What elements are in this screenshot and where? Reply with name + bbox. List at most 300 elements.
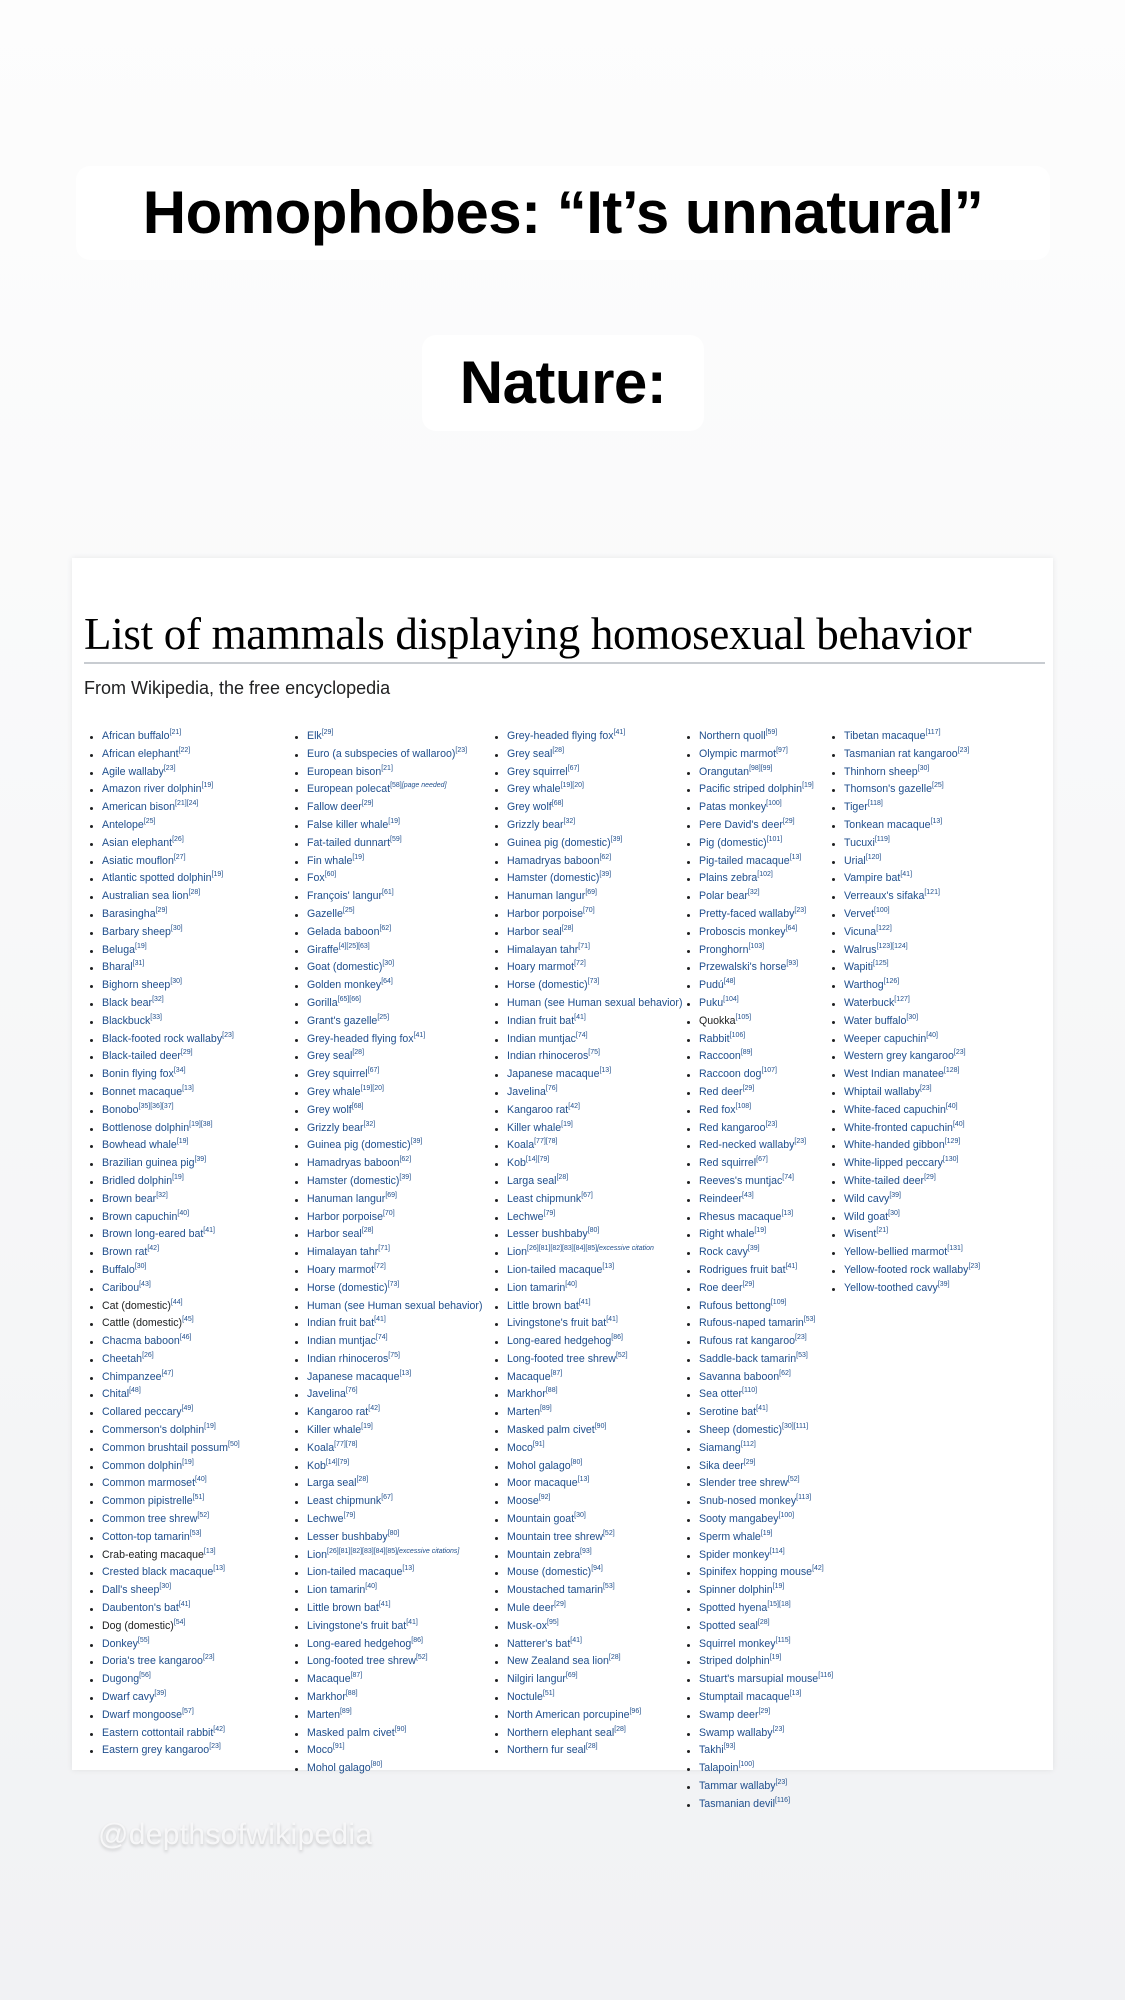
- list-item[interactable]: [293, 1440, 482, 1458]
- citation-refs[interactable]: [64]: [785, 924, 798, 932]
- mammal-link[interactable]: Indian rhinoceros: [307, 1352, 389, 1365]
- citation-refs[interactable]: [79]: [543, 1209, 556, 1217]
- mammal-link[interactable]: Sika deer: [699, 1459, 744, 1472]
- mammal-link[interactable]: Saddle-back tamarin: [699, 1352, 797, 1365]
- mammal-link[interactable]: Common brushtail possum: [102, 1441, 228, 1454]
- list-item[interactable]: [830, 942, 980, 960]
- mammal-link[interactable]: Noctule: [507, 1691, 543, 1704]
- list-item[interactable]: [493, 924, 682, 942]
- list-item[interactable]: [685, 1707, 833, 1725]
- citation-refs[interactable]: [100]: [766, 800, 782, 808]
- list-item[interactable]: [293, 1671, 482, 1689]
- list-item[interactable]: [830, 728, 980, 746]
- mammal-link[interactable]: Rock cavy: [699, 1246, 748, 1259]
- citation-refs[interactable]: [23]: [968, 1262, 981, 1270]
- citation-refs[interactable]: [61]: [382, 889, 394, 897]
- citation-refs[interactable]: [44]: [170, 1298, 183, 1306]
- mammal-link[interactable]: Beluga: [102, 943, 135, 956]
- list-item[interactable]: [293, 728, 482, 746]
- list-item[interactable]: [493, 1707, 682, 1725]
- citation-note[interactable]: [excessive citation: [597, 1245, 654, 1253]
- list-item[interactable]: [493, 977, 682, 995]
- mammal-link[interactable]: Common tree shrew: [102, 1513, 198, 1526]
- list-item[interactable]: [830, 959, 980, 977]
- citation-refs[interactable]: [30]: [888, 1209, 900, 1217]
- mammal-link[interactable]: Grey squirrel: [507, 765, 568, 778]
- citation-refs[interactable]: [95]: [547, 1618, 559, 1626]
- list-item[interactable]: [830, 1031, 980, 1049]
- citation-refs[interactable]: [30]: [170, 978, 183, 986]
- mammal-link[interactable]: Olympic marmot: [699, 747, 777, 760]
- citation-refs[interactable]: [19]: [201, 782, 214, 790]
- mammal-link[interactable]: Stumptail macaque: [699, 1691, 790, 1704]
- citation-refs[interactable]: [75]: [388, 1351, 400, 1359]
- mammal-link[interactable]: Thinhorn sheep: [844, 765, 918, 778]
- list-item[interactable]: [88, 1013, 240, 1031]
- mammal-link[interactable]: Mohol galago: [307, 1762, 371, 1775]
- mammal-link[interactable]: Daubenton's bat: [102, 1602, 179, 1615]
- mammal-link[interactable]: Musk-ox: [507, 1619, 548, 1632]
- mammal-link[interactable]: Japanese macaque: [307, 1370, 400, 1383]
- citation-refs[interactable]: [41]: [574, 1013, 586, 1021]
- list-item[interactable]: [293, 1262, 482, 1280]
- citation-refs[interactable]: [103]: [748, 942, 765, 950]
- mammal-link[interactable]: Harbor seal: [507, 925, 562, 938]
- citation-refs[interactable]: [67]: [381, 1494, 393, 1502]
- mammal-link[interactable]: Fat-tailed dunnart: [307, 836, 391, 849]
- citation-refs[interactable]: [112]: [740, 1440, 756, 1448]
- list-item[interactable]: [685, 1226, 833, 1244]
- mammal-link[interactable]: Agile wallaby: [102, 765, 164, 778]
- citation-refs[interactable]: [55]: [137, 1636, 150, 1644]
- mammal-link[interactable]: Grey-headed flying fox: [307, 1032, 414, 1045]
- list-item[interactable]: [293, 1084, 482, 1102]
- mammal-link[interactable]: Horse (domestic): [507, 979, 588, 992]
- list-item[interactable]: [493, 1226, 682, 1244]
- list-item[interactable]: [293, 870, 482, 888]
- list-item[interactable]: [685, 1404, 833, 1422]
- citation-refs[interactable]: [118]: [867, 800, 883, 808]
- citation-refs[interactable]: [88]: [345, 1690, 358, 1698]
- citation-refs[interactable]: [123][124]: [876, 942, 908, 950]
- citation-refs[interactable]: [23]: [202, 1654, 215, 1662]
- list-item[interactable]: [293, 1280, 482, 1298]
- list-item[interactable]: [685, 1155, 833, 1173]
- citation-refs[interactable]: [57]: [182, 1707, 194, 1715]
- citation-refs[interactable]: [58]: [390, 782, 402, 790]
- list-item[interactable]: [88, 1511, 240, 1529]
- mammal-link[interactable]: Marten: [307, 1708, 340, 1721]
- citation-refs[interactable]: [115]: [775, 1636, 791, 1644]
- mammal-link[interactable]: Long-footed tree shrew: [507, 1352, 616, 1365]
- list-item[interactable]: [493, 1315, 682, 1333]
- citation-refs[interactable]: [67]: [756, 1156, 768, 1164]
- list-item[interactable]: [493, 1209, 682, 1227]
- list-item[interactable]: [293, 1351, 482, 1369]
- list-item[interactable]: [293, 1369, 482, 1387]
- mammal-link[interactable]: African elephant: [102, 747, 179, 760]
- list-item[interactable]: [830, 924, 980, 942]
- citation-refs[interactable]: [19]: [561, 1120, 573, 1128]
- list-item[interactable]: [685, 1618, 833, 1636]
- list-item[interactable]: [293, 1511, 482, 1529]
- citation-refs[interactable]: [128]: [943, 1067, 960, 1075]
- list-item[interactable]: [88, 1084, 240, 1102]
- citation-refs[interactable]: [23]: [794, 1138, 807, 1146]
- citation-refs[interactable]: [50]: [228, 1440, 240, 1448]
- list-item[interactable]: [88, 1422, 240, 1440]
- list-item[interactable]: [293, 1386, 482, 1404]
- list-item[interactable]: [685, 1671, 833, 1689]
- citation-refs[interactable]: [26]: [172, 835, 184, 843]
- mammal-link[interactable]: Fallow deer: [307, 801, 362, 814]
- mammal-link[interactable]: Golden monkey: [307, 979, 382, 992]
- citation-refs[interactable]: [27]: [173, 853, 186, 861]
- list-item[interactable]: [830, 1173, 980, 1191]
- citation-refs[interactable]: [80]: [570, 1458, 583, 1466]
- mammal-link[interactable]: Northern quoll: [699, 730, 766, 742]
- citation-refs[interactable]: [30]: [134, 1262, 147, 1270]
- list-item[interactable]: [88, 1173, 240, 1191]
- citation-refs[interactable]: [116]: [774, 1796, 791, 1804]
- list-item[interactable]: [293, 1564, 482, 1582]
- list-item[interactable]: [830, 835, 980, 853]
- list-item[interactable]: [88, 746, 240, 764]
- citation-refs[interactable]: [30]: [159, 1583, 172, 1591]
- citation-refs[interactable]: [39]: [610, 835, 623, 843]
- mammal-link[interactable]: Reindeer: [699, 1192, 742, 1205]
- mammal-link[interactable]: False killer whale: [307, 818, 389, 831]
- mammal-link[interactable]: Barasingha: [102, 907, 156, 920]
- citation-refs[interactable]: [43]: [139, 1280, 151, 1288]
- mammal-link[interactable]: Asian elephant: [102, 836, 173, 849]
- mammal-link[interactable]: Javelina: [307, 1388, 346, 1401]
- list-item[interactable]: [88, 1564, 240, 1582]
- list-item[interactable]: [685, 1333, 833, 1351]
- list-item[interactable]: [293, 1404, 482, 1422]
- list-item[interactable]: [493, 1458, 682, 1476]
- list-item[interactable]: [493, 1547, 682, 1565]
- mammal-link[interactable]: Mouse (domestic): [507, 1566, 592, 1579]
- list-item[interactable]: [88, 1120, 240, 1138]
- citation-refs[interactable]: [100]: [738, 1761, 755, 1769]
- mammal-link[interactable]: Waterbuck: [844, 996, 895, 1009]
- citation-refs[interactable]: [13]: [789, 853, 802, 861]
- citation-refs[interactable]: [42]: [568, 1102, 580, 1110]
- mammal-link[interactable]: Nilgiri langur: [507, 1673, 566, 1686]
- mammal-link[interactable]: Brown bear: [102, 1192, 157, 1205]
- mammal-link[interactable]: Collared peccary: [102, 1406, 182, 1419]
- mammal-link[interactable]: White-lipped peccary: [844, 1157, 943, 1170]
- mammal-link[interactable]: Kangaroo rat: [507, 1103, 569, 1116]
- citation-refs[interactable]: [29]: [782, 817, 795, 825]
- list-item[interactable]: [830, 1066, 980, 1084]
- mammal-link[interactable]: Raccoon dog: [699, 1068, 762, 1081]
- list-item[interactable]: [493, 1333, 682, 1351]
- list-item[interactable]: [685, 1137, 833, 1155]
- list-item[interactable]: [293, 924, 482, 942]
- citation-refs[interactable]: [104]: [723, 995, 739, 1003]
- mammal-link[interactable]: Grey squirrel: [307, 1068, 368, 1081]
- citation-refs[interactable]: [116]: [818, 1672, 834, 1680]
- list-item[interactable]: [685, 1547, 833, 1565]
- citation-refs[interactable]: [13]: [930, 817, 943, 825]
- list-item[interactable]: [685, 1244, 833, 1262]
- list-item[interactable]: [685, 1386, 833, 1404]
- mammal-link[interactable]: European polecat: [307, 783, 391, 796]
- list-item[interactable]: [685, 1280, 833, 1298]
- list-item[interactable]: [88, 1725, 240, 1743]
- list-item[interactable]: [493, 1493, 682, 1511]
- citation-refs[interactable]: [28]: [585, 1743, 598, 1751]
- mammal-link[interactable]: Koala: [507, 1139, 535, 1152]
- mammal-link[interactable]: Livingstone's fruit bat: [507, 1317, 607, 1330]
- list-item[interactable]: [685, 1778, 833, 1796]
- mammal-link[interactable]: Gazelle: [307, 907, 343, 920]
- citation-refs[interactable]: [19]: [361, 1423, 373, 1431]
- citation-refs[interactable]: [34]: [173, 1067, 186, 1075]
- citation-refs[interactable]: [89]: [740, 1049, 753, 1057]
- list-item[interactable]: [685, 1475, 833, 1493]
- mammal-link[interactable]: Hamadryas baboon: [307, 1157, 400, 1170]
- mammal-link[interactable]: Lechwe: [507, 1210, 544, 1223]
- mammal-link[interactable]: Sooty mangabey: [699, 1513, 779, 1526]
- mammal-link[interactable]: Brown long-eared bat: [102, 1228, 204, 1241]
- mammal-link[interactable]: Raccoon: [699, 1050, 741, 1063]
- list-item[interactable]: [293, 1653, 482, 1671]
- citation-refs[interactable]: [71]: [378, 1245, 390, 1253]
- citation-refs[interactable]: [19]: [204, 1423, 216, 1431]
- mammal-link[interactable]: Grey whale: [307, 1085, 361, 1098]
- citation-refs[interactable]: [71]: [578, 942, 590, 950]
- list-item[interactable]: [293, 799, 482, 817]
- citation-refs[interactable]: [120]: [865, 853, 882, 861]
- mammal-link[interactable]: Grey whale: [507, 783, 561, 796]
- list-item[interactable]: [293, 817, 482, 835]
- mammal-link[interactable]: Orangutan: [699, 765, 750, 778]
- citation-refs[interactable]: [29]: [180, 1049, 193, 1057]
- mammal-link[interactable]: Vicuna: [844, 925, 877, 938]
- mammal-link[interactable]: Roe deer: [699, 1281, 743, 1294]
- mammal-link[interactable]: Lion-tailed macaque: [307, 1566, 403, 1579]
- list-item[interactable]: [830, 995, 980, 1013]
- mammal-link[interactable]: Slender tree shrew: [699, 1477, 788, 1490]
- citation-refs[interactable]: [23]: [795, 1334, 807, 1342]
- citation-refs[interactable]: [33]: [150, 1013, 162, 1021]
- list-item[interactable]: [493, 888, 682, 906]
- list-item[interactable]: [88, 835, 240, 853]
- citation-refs[interactable]: [32]: [156, 1191, 168, 1199]
- list-item[interactable]: [293, 853, 482, 871]
- list-item[interactable]: [88, 1351, 240, 1369]
- citation-refs[interactable]: [32]: [747, 889, 760, 897]
- list-item[interactable]: [685, 888, 833, 906]
- citation-refs[interactable]: [126]: [883, 978, 900, 986]
- list-item[interactable]: [293, 1298, 482, 1316]
- citation-refs[interactable]: [73]: [587, 978, 600, 986]
- citation-refs[interactable]: [25]: [932, 782, 944, 790]
- citation-refs[interactable]: [64]: [381, 978, 393, 986]
- citation-refs[interactable]: [19]: [772, 1583, 785, 1591]
- mammal-link[interactable]: Cheetah: [102, 1352, 143, 1365]
- citation-refs[interactable]: [30]: [906, 1013, 919, 1021]
- mammal-link[interactable]: Amazon river dolphin: [102, 783, 202, 796]
- citation-refs[interactable]: [42]: [368, 1405, 380, 1413]
- mammal-link[interactable]: Mountain tree shrew: [507, 1530, 603, 1543]
- mammal-link[interactable]: Least chipmunk: [307, 1495, 382, 1508]
- list-item[interactable]: [88, 1529, 240, 1547]
- citation-refs[interactable]: [62]: [599, 853, 612, 861]
- mammal-link[interactable]: Eastern cottontail rabbit: [102, 1726, 214, 1739]
- citation-refs[interactable]: [28]: [556, 1173, 569, 1181]
- mammal-link[interactable]: Rufous-naped tamarin: [699, 1317, 804, 1330]
- list-item[interactable]: [493, 1298, 682, 1316]
- list-item[interactable]: [293, 1547, 482, 1565]
- citation-refs[interactable]: [19]: [352, 853, 365, 861]
- mammal-link[interactable]: Tucuxi: [844, 836, 875, 849]
- citation-refs[interactable]: [13]: [602, 1262, 615, 1270]
- list-item[interactable]: [685, 959, 833, 977]
- citation-refs[interactable]: [92]: [538, 1494, 551, 1502]
- mammal-link[interactable]: Lesser bushbaby: [507, 1228, 588, 1241]
- list-item[interactable]: [88, 1582, 240, 1600]
- mammal-link[interactable]: Proboscis monkey: [699, 925, 786, 938]
- mammal-link[interactable]: Striped dolphin: [699, 1655, 770, 1668]
- citation-refs[interactable]: [107]: [761, 1067, 778, 1075]
- list-item[interactable]: [493, 1404, 682, 1422]
- citation-refs[interactable]: [13]: [402, 1565, 415, 1573]
- citation-refs[interactable]: [19][20]: [560, 782, 584, 790]
- list-item[interactable]: [88, 1262, 240, 1280]
- mammal-link[interactable]: Euro (a subspecies of wallaroo): [307, 747, 456, 760]
- mammal-link[interactable]: Plains zebra: [699, 872, 758, 885]
- mammal-link[interactable]: Harbor porpoise: [507, 907, 583, 920]
- list-item[interactable]: [88, 799, 240, 817]
- citation-refs[interactable]: [28]: [356, 1476, 369, 1484]
- citation-refs[interactable]: [39]: [937, 1280, 950, 1288]
- list-item[interactable]: [685, 1440, 833, 1458]
- citation-refs[interactable]: [26][81][82][83][84][85]: [527, 1245, 598, 1253]
- citation-refs[interactable]: [67]: [367, 1067, 380, 1075]
- list-item[interactable]: [88, 1031, 240, 1049]
- citation-refs[interactable]: [113]: [796, 1494, 812, 1502]
- citation-refs[interactable]: [41]: [613, 729, 626, 736]
- list-item[interactable]: [293, 781, 482, 799]
- list-item[interactable]: [493, 1564, 682, 1582]
- mammal-link[interactable]: Long-eared hedgehog: [507, 1335, 612, 1348]
- list-item[interactable]: [493, 1173, 682, 1191]
- list-item[interactable]: [293, 959, 482, 977]
- mammal-link[interactable]: Chital: [102, 1388, 130, 1401]
- list-item[interactable]: [293, 1137, 482, 1155]
- mammal-link[interactable]: Spider monkey: [699, 1548, 770, 1561]
- mammal-link[interactable]: Brown capuchin: [102, 1210, 178, 1223]
- mammal-link[interactable]: Swamp deer: [699, 1708, 759, 1721]
- list-item[interactable]: [830, 1226, 980, 1244]
- mammal-link[interactable]: Masked palm civet: [307, 1726, 395, 1739]
- citation-refs[interactable]: [32]: [152, 995, 164, 1003]
- list-item[interactable]: [493, 1084, 682, 1102]
- citation-refs[interactable]: [48]: [129, 1387, 141, 1395]
- list-item[interactable]: [293, 1689, 482, 1707]
- mammal-link[interactable]: Wapiti: [844, 961, 874, 974]
- citation-refs[interactable]: [29]: [321, 729, 334, 736]
- list-item[interactable]: [685, 924, 833, 942]
- list-item[interactable]: [88, 1369, 240, 1387]
- list-item[interactable]: [88, 1600, 240, 1618]
- citation-refs[interactable]: [93]: [580, 1547, 592, 1555]
- citation-refs[interactable]: [97]: [776, 746, 788, 754]
- citation-refs[interactable]: [47]: [161, 1369, 174, 1377]
- citation-refs[interactable]: [109]: [770, 1298, 787, 1306]
- list-item[interactable]: [830, 1155, 980, 1173]
- citation-refs[interactable]: [25]: [143, 817, 156, 825]
- mammal-link[interactable]: Hoary marmot: [307, 1263, 375, 1276]
- citation-refs[interactable]: [48]: [723, 978, 736, 986]
- citation-refs[interactable]: [19]: [135, 942, 147, 950]
- list-item[interactable]: [830, 817, 980, 835]
- citation-refs[interactable]: [74]: [375, 1334, 388, 1342]
- citation-refs[interactable]: [125]: [873, 960, 889, 968]
- mammal-link[interactable]: American bison: [102, 801, 176, 814]
- citation-refs[interactable]: [53]: [796, 1351, 808, 1359]
- mammal-link[interactable]: Donkey: [102, 1637, 138, 1650]
- citation-refs[interactable]: [29]: [361, 800, 374, 808]
- list-item[interactable]: [293, 1120, 482, 1138]
- citation-refs[interactable]: [88]: [545, 1387, 558, 1395]
- citation-refs[interactable]: [98][99]: [749, 764, 773, 772]
- citation-refs[interactable]: [39]: [889, 1191, 902, 1199]
- mammal-link[interactable]: Dugong: [102, 1673, 140, 1686]
- citation-refs[interactable]: [41]: [756, 1405, 768, 1413]
- mammal-link[interactable]: Yellow-bellied marmot: [844, 1246, 948, 1259]
- mammal-link[interactable]: Pretty-faced wallaby: [699, 907, 795, 920]
- mammal-link[interactable]: Walrus: [844, 943, 877, 956]
- list-item[interactable]: [88, 1280, 240, 1298]
- mammal-link[interactable]: Gorilla: [307, 996, 338, 1009]
- mammal-link[interactable]: Bonnet macaque: [102, 1085, 183, 1098]
- mammal-link[interactable]: Tiger: [844, 801, 868, 814]
- list-item[interactable]: [493, 764, 682, 782]
- list-item[interactable]: [830, 1244, 980, 1262]
- list-item[interactable]: [293, 1173, 482, 1191]
- mammal-link[interactable]: Moose: [507, 1495, 539, 1508]
- list-item[interactable]: [493, 1262, 682, 1280]
- citation-refs[interactable]: [26][81][82][83][84][85]: [327, 1547, 398, 1555]
- list-item[interactable]: [88, 942, 240, 960]
- mammal-link[interactable]: Atlantic spotted dolphin: [102, 872, 212, 885]
- citation-refs[interactable]: [30]: [382, 960, 395, 968]
- mammal-link[interactable]: Fox: [307, 872, 325, 885]
- citation-refs[interactable]: [21]: [169, 729, 182, 736]
- list-item[interactable]: [493, 1636, 682, 1654]
- citation-refs[interactable]: [119]: [874, 835, 890, 843]
- list-item[interactable]: [293, 1102, 482, 1120]
- list-item[interactable]: [493, 995, 682, 1013]
- list-item[interactable]: [685, 746, 833, 764]
- mammal-link[interactable]: Grizzly bear: [307, 1121, 364, 1134]
- mammal-link[interactable]: Warthog: [844, 979, 884, 992]
- list-item[interactable]: [493, 1600, 682, 1618]
- mammal-link[interactable]: Gelada baboon: [307, 925, 380, 938]
- citation-refs[interactable]: [39]: [194, 1156, 207, 1164]
- mammal-link[interactable]: Commerson's dolphin: [102, 1424, 205, 1437]
- list-item[interactable]: [685, 1493, 833, 1511]
- citation-refs[interactable]: [114]: [769, 1547, 785, 1555]
- citation-refs[interactable]: [96]: [629, 1707, 642, 1715]
- citation-refs[interactable]: [72]: [574, 960, 586, 968]
- list-item[interactable]: [293, 1155, 482, 1173]
